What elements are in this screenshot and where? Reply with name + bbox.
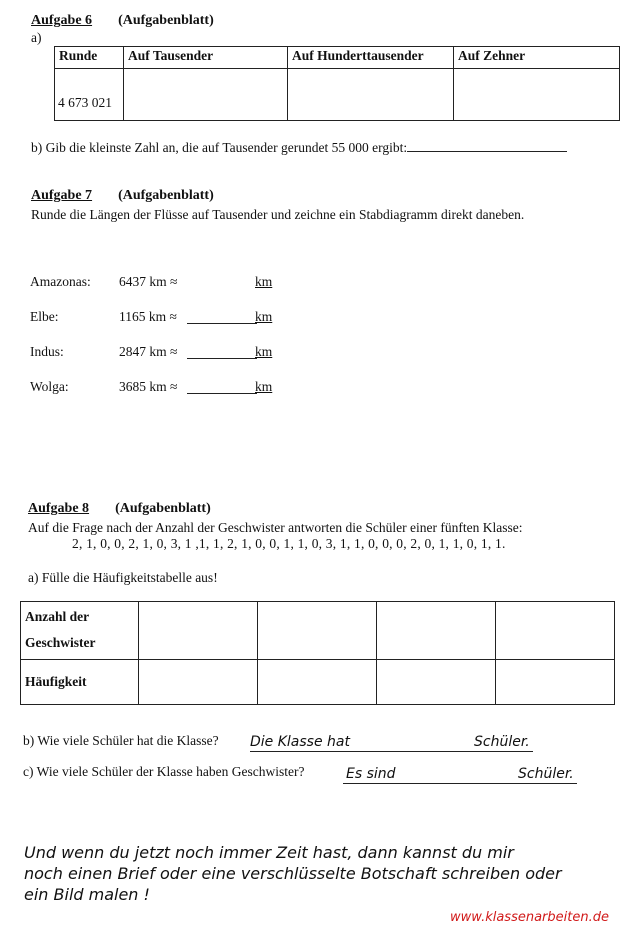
closing-line-3: ein Bild malen ! <box>24 885 150 904</box>
aufgabe8-part-a: a) Fülle die Häufigkeitstabelle aus! <box>28 570 218 585</box>
cell-geschwister-4[interactable] <box>496 602 615 660</box>
closing-line-1: Und wenn du jetzt noch immer Zeit hast, dann kannst du mir <box>24 843 514 862</box>
river-row-elbe <box>30 309 273 325</box>
cell-auf-hunderttausender[interactable] <box>288 69 454 121</box>
river-unit: km <box>255 344 273 359</box>
aufgabe6-part-a-label: a) <box>31 30 42 45</box>
river-name: Amazonas: <box>30 274 91 289</box>
river-row-amazonas <box>30 274 273 290</box>
aufgabe8-part-b-answer-end: Schüler. <box>474 734 530 750</box>
river-answer-line[interactable] <box>187 323 257 324</box>
cell-auf-tausender[interactable] <box>124 69 288 121</box>
aufgabe8-part-b-question: b) Wie viele Schüler hat die Klasse? <box>23 733 219 748</box>
aufgabe7-instruction: Runde die Längen der Flüsse auf Tausender und zeichne ein Stabdiagramm direkt daneben. <box>31 207 525 222</box>
aufgabe6-subtitle: (Aufgabenblatt) <box>118 13 214 28</box>
aufgabe8-intro: Auf die Frage nach der Anzahl der Geschwister antworten die Schüler einer fünften Klasse: <box>28 520 523 535</box>
cell-haeufigkeit-2[interactable] <box>258 660 377 705</box>
frequency-table <box>20 601 615 705</box>
header-auf-hunderttausender: Auf Hunderttausender <box>288 47 454 69</box>
cell-geschwister-3[interactable] <box>377 602 496 660</box>
river-name: Elbe: <box>30 309 59 324</box>
aufgabe6-heading <box>31 13 214 29</box>
river-row-indus <box>30 344 273 360</box>
closing-line-2: noch einen Brief oder eine verschlüsselte Botschaft schreiben oder <box>24 864 562 883</box>
river-answer-line[interactable] <box>187 358 257 359</box>
cell-haeufigkeit-3[interactable] <box>377 660 496 705</box>
aufgabe8-part-c-question: c) Wie viele Schüler der Klasse haben Geschwister? <box>23 764 305 779</box>
river-length: 2847 km ≈ <box>119 344 178 359</box>
aufgabe8-data-line: 2, 1, 0, 0, 2, 1, 0, 3, 1 ,1, 1, 2, 1, 0, 0, 1, 1, 0, 3, 1, 1, 0, 0, 0, 2, 0, 1, 1, 0, 1, 1. <box>72 536 506 551</box>
aufgabe8-part-c-answer-line[interactable] <box>343 766 577 784</box>
aufgabe8-title: Aufgabe 8 <box>28 501 90 516</box>
river-length: 1165 km ≈ <box>119 309 177 324</box>
cell-haeufigkeit-4[interactable] <box>496 660 615 705</box>
aufgabe8-heading <box>28 501 211 517</box>
river-name: Indus: <box>30 344 64 359</box>
aufgabe7-heading <box>31 188 214 204</box>
river-row-wolga <box>30 379 273 395</box>
river-length: 3685 km ≈ <box>119 379 178 394</box>
website-footer: www.klassenarbeiten.de <box>450 910 609 925</box>
cell-runde-value: 4 673 021 <box>55 69 124 121</box>
river-name: Wolga: <box>30 379 69 394</box>
header-auf-tausender: Auf Tausender <box>124 47 288 69</box>
aufgabe7-title: Aufgabe 7 <box>31 188 93 203</box>
row-label-anzahl-der-geschwister: Anzahl der Geschwister <box>21 602 139 660</box>
cell-geschwister-1[interactable] <box>139 602 258 660</box>
aufgabe8-part-c-answer-end: Schüler. <box>518 766 574 782</box>
river-unit: km <box>255 309 273 324</box>
header-auf-zehner: Auf Zehner <box>454 47 620 69</box>
cell-auf-zehner[interactable] <box>454 69 620 121</box>
aufgabe7-subtitle: (Aufgabenblatt) <box>118 188 214 203</box>
aufgabe8-part-c-answer-start: Es sind <box>346 766 396 782</box>
row-label-haeufigkeit: Häufigkeit <box>21 660 139 705</box>
header-runde: Runde <box>55 47 124 69</box>
aufgabe6-part-b-text: b) Gib die kleinste Zahl an, die auf Tausender gerundet 55 000 ergibt: <box>31 140 408 155</box>
aufgabe8-part-b <box>23 733 219 749</box>
river-answer-line[interactable] <box>187 393 257 394</box>
aufgabe8-part-b-answer-start: Die Klasse hat <box>250 734 350 750</box>
river-length: 6437 km ≈ <box>119 274 178 289</box>
cell-haeufigkeit-1[interactable] <box>139 660 258 705</box>
cell-geschwister-2[interactable] <box>258 602 377 660</box>
rounding-table <box>54 46 620 121</box>
closing-message <box>24 842 624 905</box>
aufgabe6-answer-line[interactable] <box>407 151 567 152</box>
aufgabe8-subtitle: (Aufgabenblatt) <box>115 501 211 516</box>
aufgabe8-part-b-answer-line[interactable] <box>250 734 533 752</box>
river-unit: km <box>255 379 273 394</box>
aufgabe6-part-b <box>31 140 567 156</box>
aufgabe8-part-c <box>23 764 304 780</box>
aufgabe6-title: Aufgabe 6 <box>31 13 93 28</box>
river-unit: km <box>255 274 273 289</box>
